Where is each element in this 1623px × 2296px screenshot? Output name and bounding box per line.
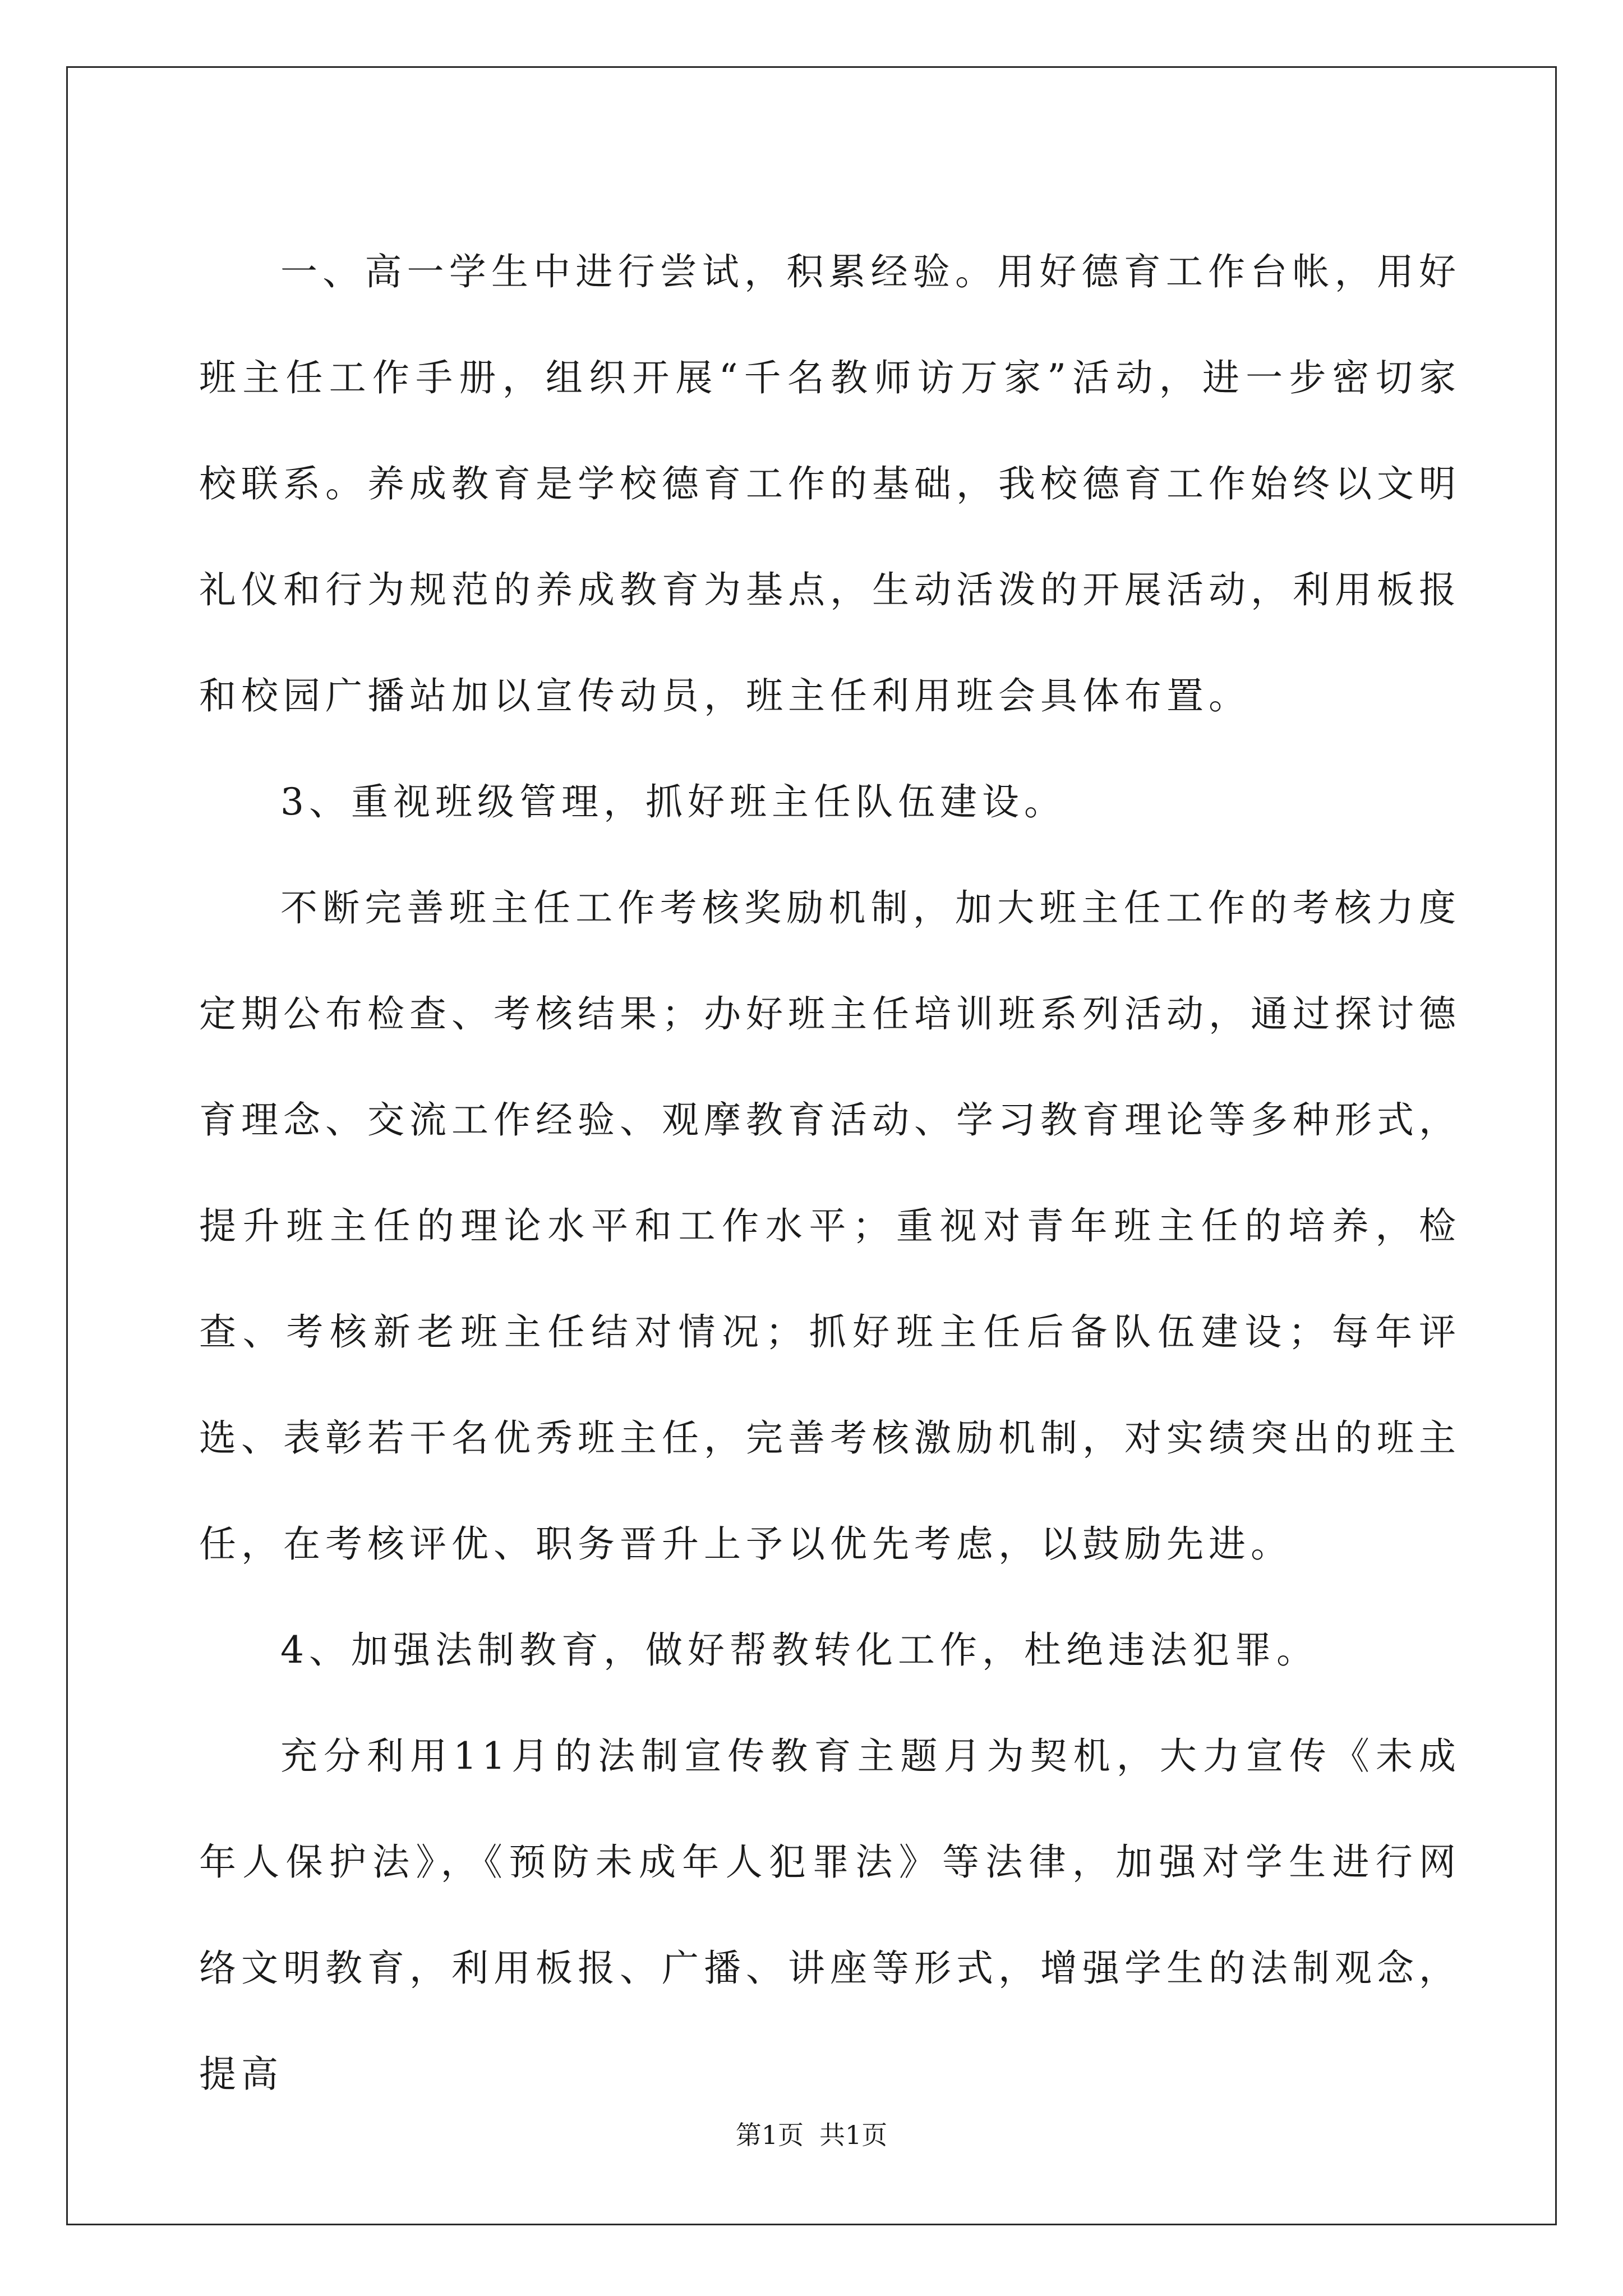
paragraph-2: 3、重视班级管理，抓好班主任队伍建设。 bbox=[280, 780, 1066, 823]
paragraph-3: 不断完善班主任工作考核奖励机制，加大班主任工作的考核力度定期公布检查、考核结果；办好班主任培训班系列活动，通过探讨德育理念、交流工作经验、观摩教育活动、学习教育理论等多种形式，提升班主任的理论水平和工作水平；重视对青年班主任的培养，检查、考核新老班主任结对情况；抓好班主任后备队伍建设；每年评选、表彰若干名优秀班主任，完善考核激励机制，对实绩突出的班主任，在考核评优、职务晋升上予以优先考虑，以鼓励先进。 bbox=[199, 886, 1461, 1566]
paragraph-4: 4、加强法制教育，做好帮教转化工作，杜绝违法犯罪。 bbox=[280, 1628, 1318, 1672]
current-page-label: 第1页 bbox=[735, 2120, 804, 2150]
total-pages-label: 共1页 bbox=[819, 2120, 888, 2150]
paragraph-1: 一、高一学生中进行尝试，积累经验。用好德育工作台帐，用好班主任工作手册，组织开展“千名教师访万家”活动，进一步密切家校联系。养成教育是学校德育工作的基础，我校德育工作始终以文明礼仪和行为规范的养成教育为基点，生动活泼的开展活动，利用板报和校园广播站加以宣传动员，班主任利用班会具体布置。 bbox=[199, 250, 1461, 717]
page-footer bbox=[0, 2115, 1623, 2152]
document-body bbox=[199, 219, 1461, 2127]
paragraph-5: 充分利用11月的法制宣传教育主题月为契机，大力宣传《未成年人保护法》，《预防未成年人犯罪法》等法律，加强对学生进行网络文明教育，利用板报、广播、讲座等形式，增强学生的法制观念，提高 bbox=[199, 1734, 1461, 2096]
